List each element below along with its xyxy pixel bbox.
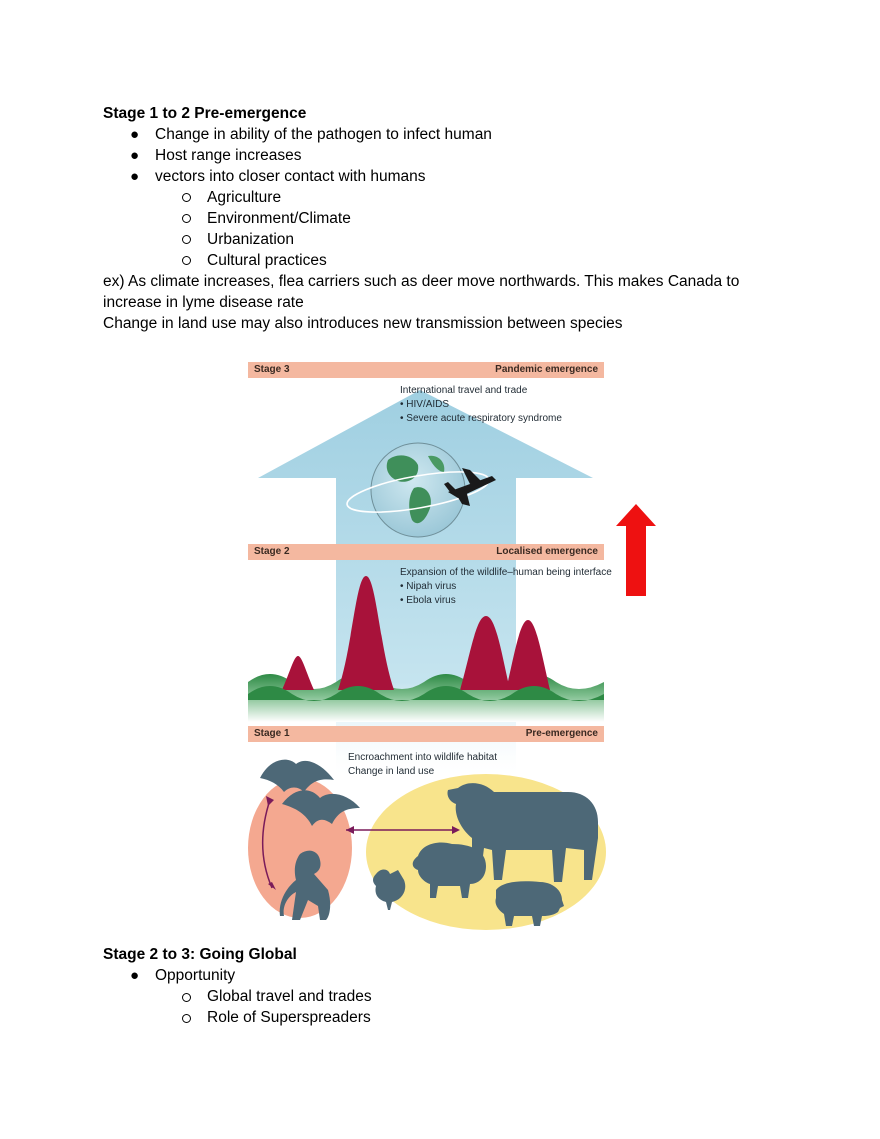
section1-heading: Stage 1 to 2 Pre-emergence (103, 105, 307, 122)
subbullet-circle (182, 1014, 191, 1023)
subbullet-item: Global travel and trades (207, 988, 372, 1005)
subbullet-item: Agriculture (207, 189, 282, 206)
emergence-stages-figure (248, 360, 612, 935)
section2-heading: Stage 2 to 3: Going Global (103, 946, 297, 963)
subbullet-circle (182, 235, 191, 244)
subbullet-item: Urbanization (207, 231, 295, 248)
stage1-label: Stage 1 (254, 728, 290, 739)
stage2-label: Stage 2 (254, 546, 290, 557)
stage1-text: Encroachment into wildlife habitat (348, 752, 497, 763)
land-use-text: Change in land use may also introduces new transmission between species (103, 315, 623, 332)
stage1-band (248, 726, 604, 742)
stage3-item: • Severe acute respiratory syndrome (400, 413, 562, 424)
stage3-item: • HIV/AIDS (400, 399, 450, 410)
bullet-item: Host range increases (155, 147, 302, 164)
bullet-item: vectors into closer contact with humans (155, 168, 426, 185)
stage3-text: International travel and trade (400, 385, 528, 396)
bullet-dot: ● (130, 168, 140, 185)
subbullet-circle (182, 993, 191, 1002)
stage1-text: Change in land use (348, 766, 435, 777)
stage2-item: • Nipah virus (400, 581, 457, 592)
bullet-dot: ● (130, 126, 140, 143)
example-text-line2: increase in lyme disease rate (103, 294, 304, 311)
subbullet-item: Role of Superspreaders (207, 1009, 371, 1026)
stage3-title: Pandemic emergence (495, 364, 598, 375)
subbullet-circle (182, 256, 191, 265)
bullet-item: Opportunity (155, 967, 236, 984)
stage1-title: Pre-emergence (525, 728, 598, 739)
emergence-peak (282, 656, 314, 690)
red-up-arrow (616, 504, 656, 596)
stage2-text: Expansion of the wildlife–human being interface (400, 567, 612, 578)
stage2-title: Localised emergence (496, 546, 598, 557)
stage2-band (248, 544, 604, 560)
subbullet-item: Cultural practices (207, 252, 327, 269)
example-text-line1: ex) As climate increases, flea carriers such as deer move northwards. This makes Canada to (103, 273, 740, 290)
subbullet-circle (182, 193, 191, 202)
subbullet-circle (182, 214, 191, 223)
stage3-band (248, 362, 604, 378)
figure-graphics (248, 360, 606, 935)
bullet-dot: ● (130, 147, 140, 164)
bullet-dot: ● (130, 967, 140, 984)
subbullet-item: Environment/Climate (207, 210, 351, 227)
stage2-item: • Ebola virus (400, 595, 456, 606)
stage3-label: Stage 3 (254, 364, 290, 375)
bullet-item: Change in ability of the pathogen to infect human (155, 126, 492, 143)
